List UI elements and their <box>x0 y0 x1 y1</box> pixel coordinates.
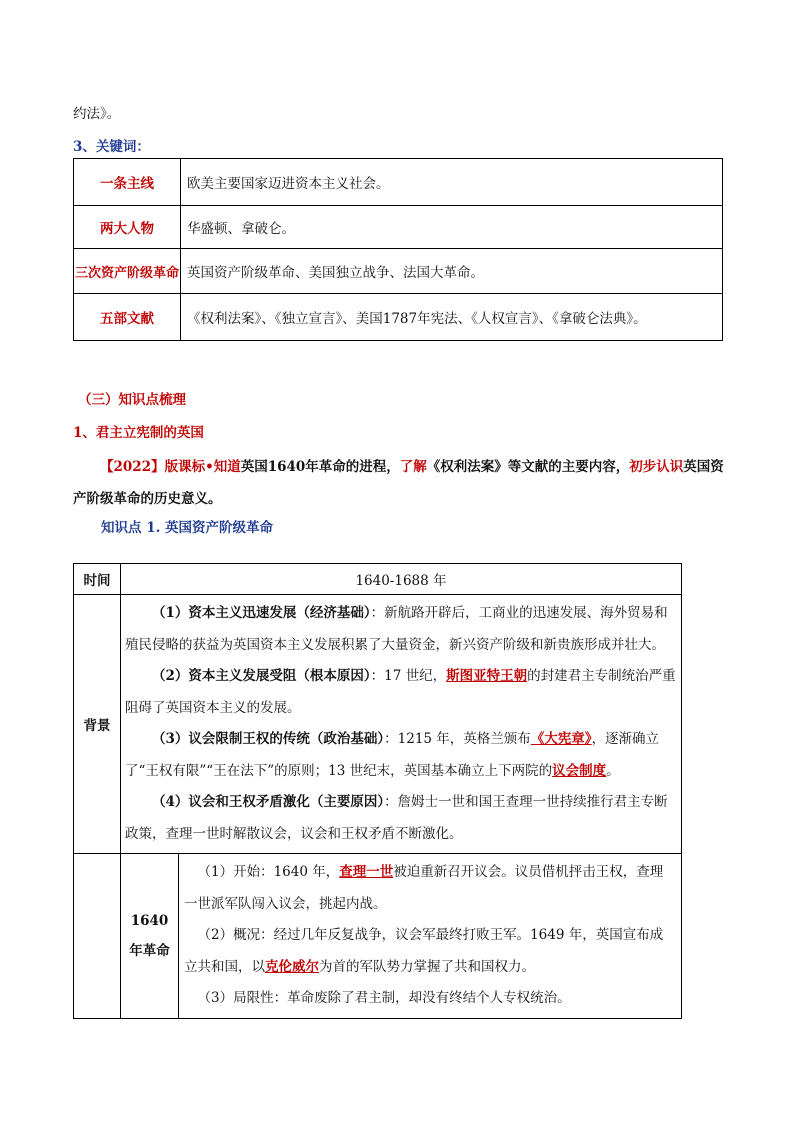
background-content <box>121 595 682 854</box>
standard-text: 《权利法案》等文献的主要内容， <box>426 459 630 475</box>
item-text: （2）概况：经过几年反复战争，议会军最终打败王军。1649 年，英国宣布成立共和国，以 <box>184 927 664 975</box>
keyword-value: 欧美主要国家迈进资本主义社会。 <box>181 159 723 206</box>
item-heading: （4）议会和王权矛盾激化（主要原因） <box>152 794 385 810</box>
key-term: 议会制度 <box>552 762 607 779</box>
table-row <box>74 564 682 595</box>
table-row <box>74 595 682 854</box>
background-item <box>125 724 677 787</box>
item-text: ：新航路开辟后，工商业的迅速发展、海外贸易和殖民侵略的获益为英国资本主义发展积累了大量资金，新兴资产阶级和新贵族形成并壮大。 <box>125 605 668 653</box>
background-label: 背景 <box>74 595 121 854</box>
item-text: 的封建君主专制统治严重阻碍了英国资本主义的发展。 <box>125 668 676 716</box>
background-item <box>125 661 677 724</box>
background-item <box>125 598 677 661</box>
section-title-keywords: 3、关键词： <box>73 139 150 155</box>
revolution-label <box>121 854 179 1019</box>
revolution-item <box>184 983 676 1015</box>
revolution-content <box>179 854 682 1019</box>
standard-text: 英国资产阶级革命的历史意义。 <box>73 459 724 507</box>
revolution-label-word: 年革命 <box>129 942 170 959</box>
item-text: （1）开始：1640 年， <box>197 864 340 880</box>
background-item <box>125 787 677 850</box>
empty-cell <box>74 854 121 1019</box>
keywords-table <box>73 158 723 341</box>
table-row <box>74 854 682 1019</box>
table-row <box>74 206 723 249</box>
time-value: 1640-1688 年 <box>121 564 682 595</box>
table-row <box>74 249 723 294</box>
item-heading: （2）资本主义发展受阻（根本原因） <box>152 668 371 684</box>
keyword-label: 两大人物 <box>74 206 181 249</box>
standard-verb: 知道 <box>213 459 241 475</box>
keyword-value: 华盛顿、拿破仑。 <box>181 206 723 249</box>
standard-verb: 初步认识 <box>629 459 684 475</box>
item-heading: （3）议会限制王权的传统（政治基础） <box>152 731 385 747</box>
time-label: 时间 <box>74 564 121 595</box>
standard-text: 英国1640年革命的进程， <box>240 459 400 475</box>
item-heading: （1）资本主义迅速发展（经济基础） <box>152 605 371 621</box>
knowledge-table <box>73 563 682 1019</box>
table-row <box>74 294 723 341</box>
revolution-item <box>184 857 676 920</box>
key-term: 克伦威尔 <box>265 958 319 975</box>
knowledge-point-title: 知识点 1. 英国资产阶级革命 <box>101 520 273 536</box>
key-term: 《大宪章》 <box>530 731 592 747</box>
standard-tag: 【2022】版课标 <box>100 459 206 475</box>
keyword-value: 英国资产阶级革命、美国独立战争、法国大革命。 <box>181 249 723 294</box>
standard-verb: 了解 <box>399 459 427 475</box>
subsection-title: （三）知识点梳理 <box>78 392 186 408</box>
revolution-label-year: 1640 <box>130 912 169 929</box>
item-text: 为首的军队势力掌握了共和国权力。 <box>319 958 535 975</box>
item-text: ：詹姆士一世和国王查理一世持续推行君主专断政策，查理一世时解散议会，议会和王权矛盾不断激化。 <box>125 794 668 842</box>
table-row <box>74 159 723 206</box>
keyword-label: 五部文献 <box>74 294 181 341</box>
curriculum-standard <box>73 451 725 515</box>
item-text: ：1215 年，英格兰颁布 <box>384 731 531 747</box>
keyword-value: 《权利法案》、《独立宣言》、美国1787年宪法、《人权宣言》、《拿破仑法典》。 <box>181 294 723 341</box>
continued-text: 约法》。 <box>73 106 121 122</box>
keyword-label: 一条主线 <box>74 159 181 206</box>
topic-title: 1、君主立宪制的英国 <box>73 425 204 441</box>
item-text: ，逐渐确立了“王权有限”“王在法下”的原则；13 世纪末，英国基本确立上下两院的 <box>125 731 660 779</box>
key-term: 查理一世 <box>339 864 394 880</box>
key-term: 斯图亚特王朝 <box>446 668 528 684</box>
item-text: ：17 世纪， <box>370 668 447 684</box>
item-text: （3）局限性：革命废除了君主制，却没有终结个人专权统治。 <box>197 990 571 1006</box>
keyword-label: 三次资产阶级革命 <box>74 249 181 294</box>
item-text: 被迫重新召开议会。议员借机抨击王权，查理一世派军队闯入议会，挑起内战。 <box>184 864 664 912</box>
standard-sep: • <box>205 459 214 475</box>
revolution-item <box>184 920 676 983</box>
item-text: 。 <box>606 762 620 779</box>
